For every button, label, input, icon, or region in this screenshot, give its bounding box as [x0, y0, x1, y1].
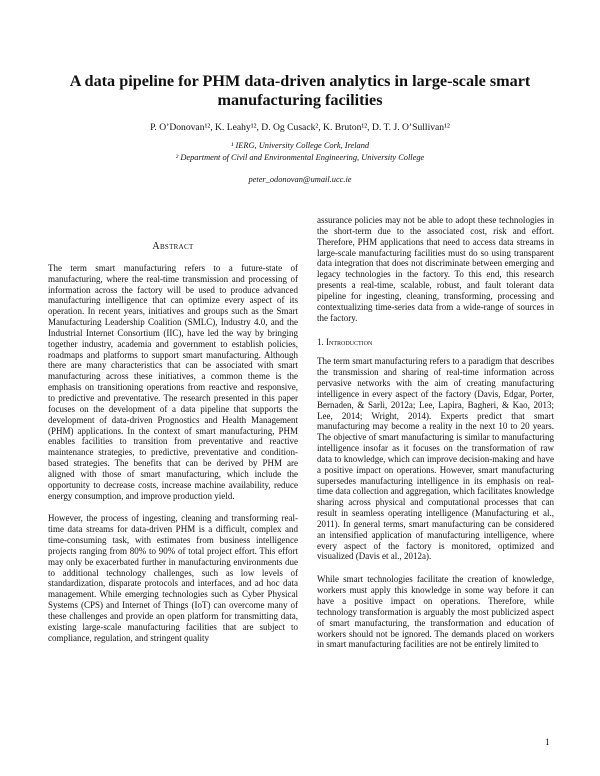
- right-column: [317, 215, 554, 662]
- paper-title: A data pipeline for PHM data-driven analytics in large-scale smart manufacturing facilities: [69, 72, 531, 109]
- left-column: [48, 215, 298, 656]
- affiliation-2: ² Department of Civil and Environmental Engineering, University College: [175, 153, 425, 162]
- abstract-heading: Abstract: [152, 241, 194, 252]
- abstract-paragraph-2: However, the process of ingesting, cleaning and transforming real-time data streams for data-driven PHM is a difficult, complex and time-consuming task, with estimates from business intelligence projects ranging from 80% to 90% of total project effort. This effort may only be exacerbated further in manufacturing environments due to additional technology challenges, such as low levels of standardization, disparate protocols and interfaces, and ad hoc data management. While emerging technologies such as Cyber Physical Systems (CPS) and Internet of Things (IoT) can overcome many of these challenges and provide an open platform for transmitting data, existing large-scale manufacturing facilities that are subject to compliance, regulation, and stringent quality: [48, 513, 298, 643]
- abstract-paragraph-1: The term smart manufacturing refers to a future-state of manufacturing, where the real-time transmission and processing of information across the factory will be used to produce advanced manufacturing intelligence that can optimize every aspect of its operation. In recent years, initiatives and groups such as the Smart Manufacturing Leadership Coalition (SMLC), Industry 4.0, and the Industrial Internet Consortium (IIC), have led the way by bringing together industry, academia and government to establish policies, roadmaps and platforms to support smart manufacturing. Although there are many characteristics that can be associated with smart manufacturing across these initiatives, a common theme is the emphasis on transitioning operations from reactive and responsive, to predictive and preventative. The research presented in this paper focuses on the development of a data pipeline that supports the development of data-driven Prognostics and Health Management (PHM) applications. In the context of smart manufacturing, PHM enables facilities to transition from preventative and reactive maintenance strategies, to predictive, preventative and condition-based strategies. The benefits that can be derived by PHM are aligned with those of smart manufacturing, which include the opportunity to decrease costs, increase machine availability, reduce energy consumption, and improve production yield.: [48, 262, 298, 501]
- intro-paragraph-2: While smart technologies facilitate the creation of knowledge, workers must apply this knowledge in some way before it can have a positive impact on operations. Therefore, while technology transformation is arguably the most publicized aspect of smart manufacturing, the transformation and education of workers should not be ignored. The demands placed on workers in smart manufacturing facilities are not be entirely limited to: [317, 574, 554, 650]
- author-list: P. O’Donovan¹², K. Leahy¹², D. Og Cusack², K. Bruton¹², D. T. J. O’Sullivan¹²: [150, 122, 450, 133]
- abstract-continuation: assurance policies may not be able to adopt these technologies in the short-term due to the associated cost, risk and effort. Therefore, PHM applications that need to access data streams in large-scale manufacturing facilities must do so using transparent data integration that does not discriminate between emerging and legacy technologies in the factory. To this end, this research presents a real-time, scalable, robust, and fault tolerant data pipeline for ingesting, cleaning, transforming, processing and contextualizing time-series data from a wide-range of sources in the factory.: [317, 215, 554, 323]
- page-number: 1: [545, 738, 550, 748]
- intro-paragraph-1: The term smart manufacturing refers to a paradigm that describes the transmission and sharing of real-time information across pervasive networks with the aim of creating manufacturing intelligence in every aspect of the factory (Davis, Edgar, Porter, Bernaden, & Sarli, 2012a; Lee, Lapira, Bagheri, & Kao, 2013; Lee, 2014; Wright, 2014). Experts predict that smart manufacturing may become a reality in the next 10 to 20 years. The objective of smart manufacturing is similar to manufacturing intelligence insofar as it focuses on the transformation of raw data to knowledge, which can improve decision-making and have a positive impact on operations. However, smart manufacturing supersedes manufacturing intelligence in its emphasis on real-time data collection and aggregation, which facilitates knowledge sharing across physical and computational processes that can result in seamless operating intelligence (Manufacturing et al., 2011). In general terms, smart manufacturing can be considered an intensified application of manufacturing intelligence, where every aspect of the factory is monitored, optimized and visualized (Davis et al., 2012a).: [317, 356, 554, 562]
- affiliation-1: ¹ IERG, University College Cork, Ireland: [230, 141, 370, 150]
- section-heading-introduction: 1. Introduction: [317, 337, 373, 348]
- author-email: peter_odonovan@umail.ucc.ie: [248, 175, 352, 184]
